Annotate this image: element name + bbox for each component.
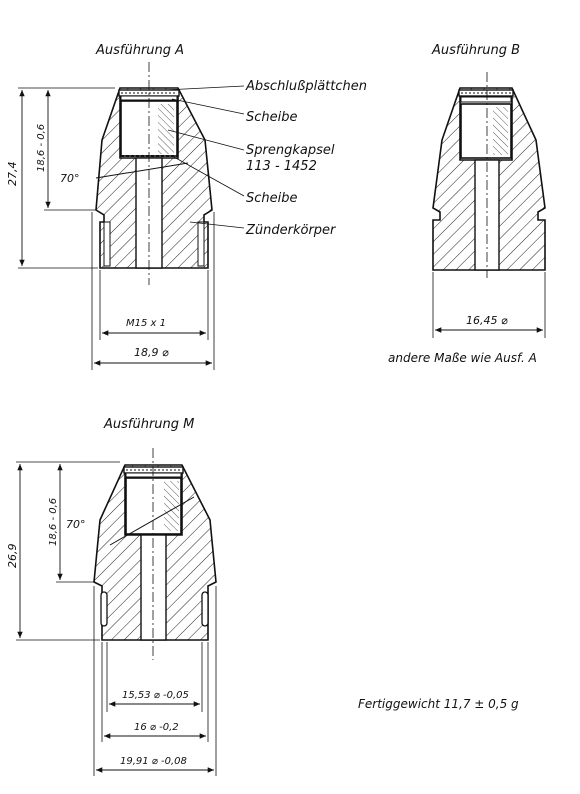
variant-m-diameter-2: 16 ⌀ -0,2 <box>134 722 179 733</box>
variant-a-angle: 70° <box>60 172 80 185</box>
label-sprengkapsel-number: 113 - 1452 <box>246 159 317 174</box>
label-sprengkapsel: Sprengkapsel <box>246 143 335 158</box>
variant-b-title: Ausführung B <box>432 43 521 58</box>
variant-b-diameter: 16,45 ⌀ <box>466 314 508 327</box>
variant-m-total-height: 26,9 <box>6 543 19 568</box>
variant-a-thread: M15 x 1 <box>126 318 166 329</box>
variant-b-drawing <box>433 72 545 338</box>
variant-a-title: Ausführung A <box>96 43 185 58</box>
label-abschlussplaettchen: Abschlußplättchen <box>246 79 367 94</box>
variant-m-upper-height: 18,6 - 0,6 <box>48 497 59 546</box>
label-scheibe-top: Scheibe <box>246 110 298 125</box>
variant-m-diameter-3: 19,91 ⌀ -0,08 <box>120 756 187 767</box>
variant-m-title: Ausführung M <box>104 417 195 432</box>
variant-b-note: andere Maße wie Ausf. A <box>388 351 537 365</box>
label-scheibe-bottom: Scheibe <box>246 191 298 206</box>
weight-note: Fertiggewicht 11,7 ± 0,5 g <box>358 697 519 711</box>
variant-m-drawing <box>16 448 216 776</box>
variant-m-angle: 70° <box>66 518 86 531</box>
variant-a-upper-height: 18,6 - 0,6 <box>36 123 47 172</box>
variant-m-diameter-1: 15,53 ⌀ -0,05 <box>122 690 189 701</box>
variant-a-total-height: 27,4 <box>6 161 19 186</box>
variant-a-diameter: 18,9 ⌀ <box>134 346 169 359</box>
label-zuenderkoerper: Zünderkörper <box>246 223 336 238</box>
